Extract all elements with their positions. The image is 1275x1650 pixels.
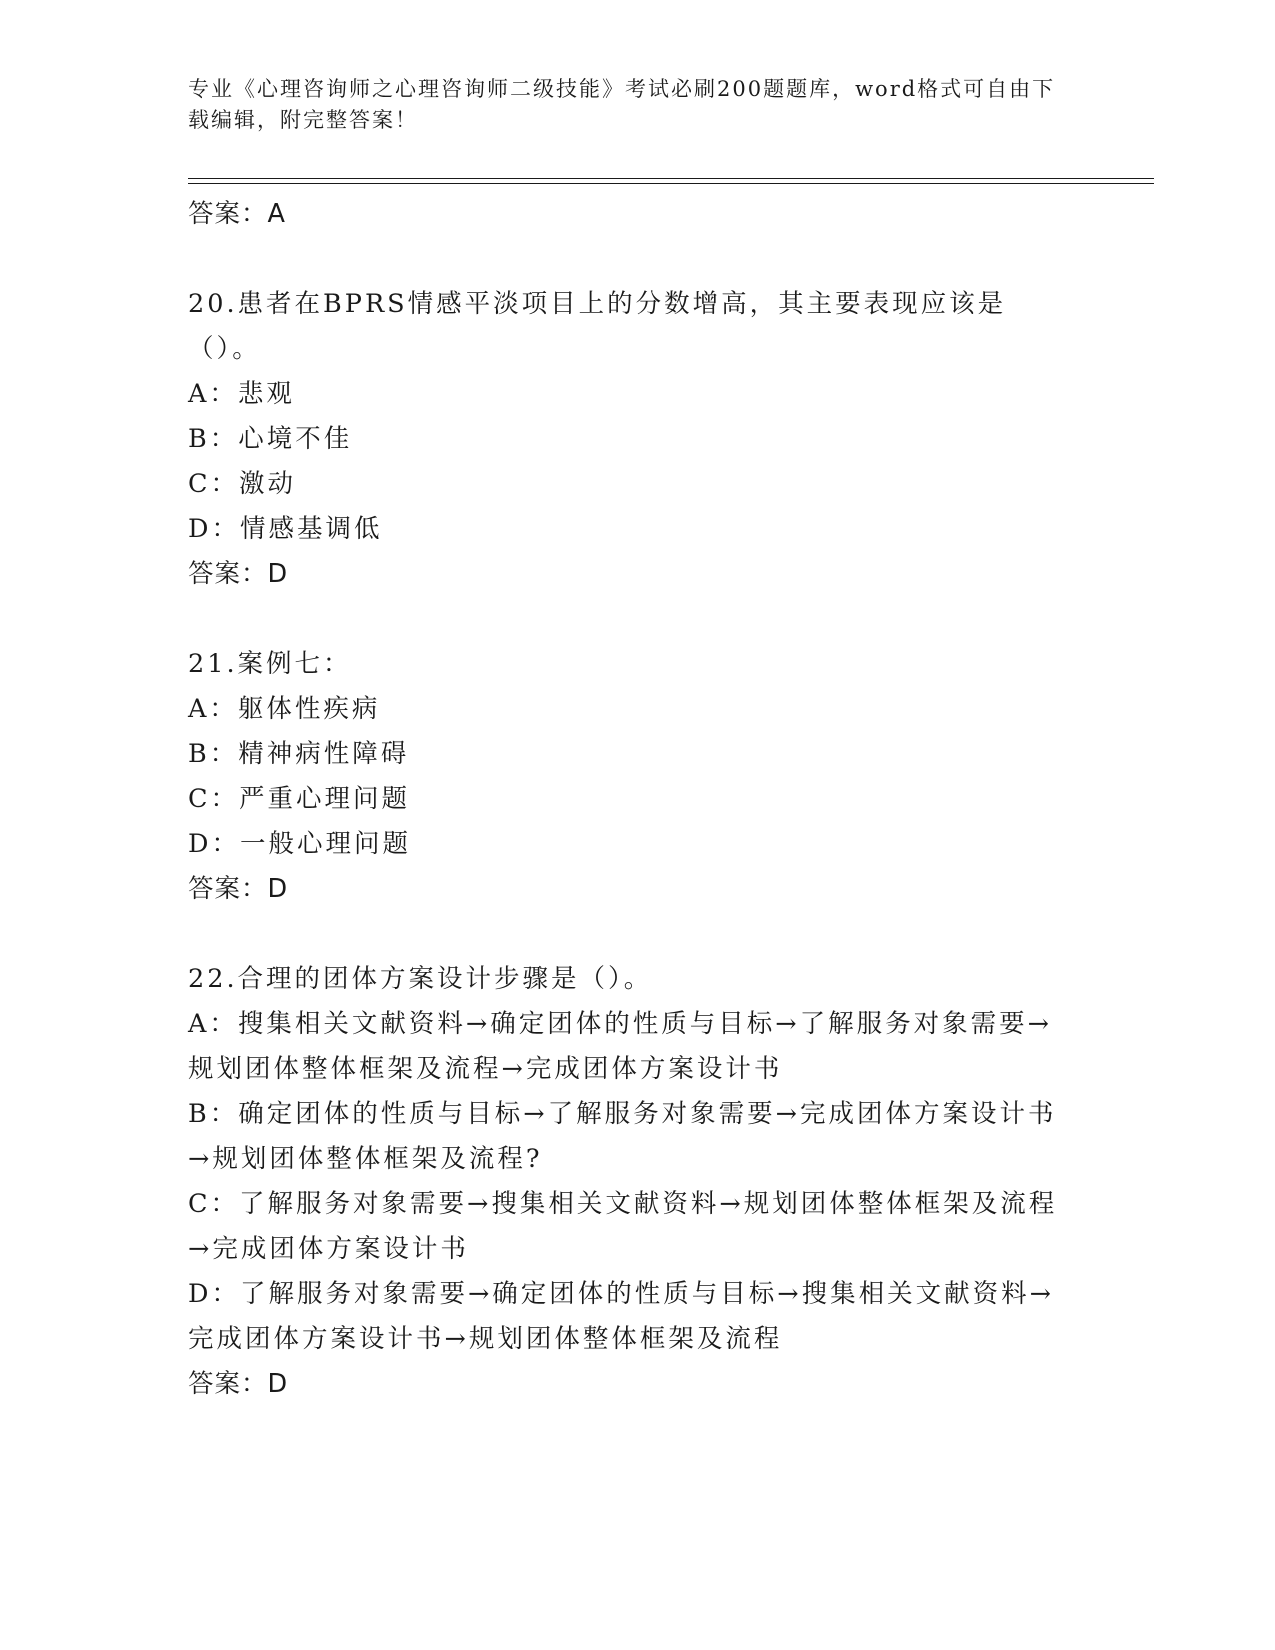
option-b: B：精神病性障碍 [188, 739, 410, 769]
question-21 [188, 642, 1068, 912]
question-22 [188, 957, 1068, 1407]
header-rule-top [188, 178, 1154, 179]
option-c: C：严重心理问题 [188, 784, 411, 814]
question-20 [188, 282, 1068, 597]
option-d: D：一般心理问题 [188, 829, 411, 859]
option-b: B：心境不佳 [188, 424, 353, 454]
option-d: D：情感基调低 [188, 514, 383, 544]
question-stem: 22.合理的团体方案设计步骤是（）。 [188, 964, 653, 994]
option-c: C：激动 [188, 469, 297, 499]
header-rule-bottom [188, 183, 1154, 184]
document-header: 专业《心理咨询师之心理咨询师二级技能》考试必刷200题题库，word格式可自由下载编辑，附完整答案！ [188, 77, 1056, 132]
question-answer: 答案：D [188, 874, 289, 904]
option-c: C：了解服务对象需要→搜集相关文献资料→规划团体整体框架及流程→完成团体方案设计书 [188, 1189, 1058, 1264]
option-a: A：躯体性疾病 [188, 694, 381, 724]
previous-answer: 答案：A [188, 199, 286, 229]
question-stem: 21.案例七： [188, 649, 352, 679]
option-d: D：了解服务对象需要→确定团体的性质与目标→搜集相关文献资料→完成团体方案设计书→规划团体整体框架及流程 [188, 1279, 1055, 1354]
option-a: A：搜集相关文献资料→确定团体的性质与目标→了解服务对象需要→规划团体整体框架及流程→完成团体方案设计书 [188, 1009, 1053, 1084]
question-stem: 20.患者在BPRS情感平淡项目上的分数增高，其主要表现应该是（）。 [188, 289, 1007, 364]
option-a: A：悲观 [188, 379, 295, 409]
question-answer: 答案：D [188, 559, 289, 589]
option-b: B：确定团体的性质与目标→了解服务对象需要→完成团体方案设计书→规划团体整体框架及流程? [188, 1099, 1057, 1174]
document-body [188, 192, 1068, 1407]
question-answer: 答案：D [188, 1369, 289, 1399]
